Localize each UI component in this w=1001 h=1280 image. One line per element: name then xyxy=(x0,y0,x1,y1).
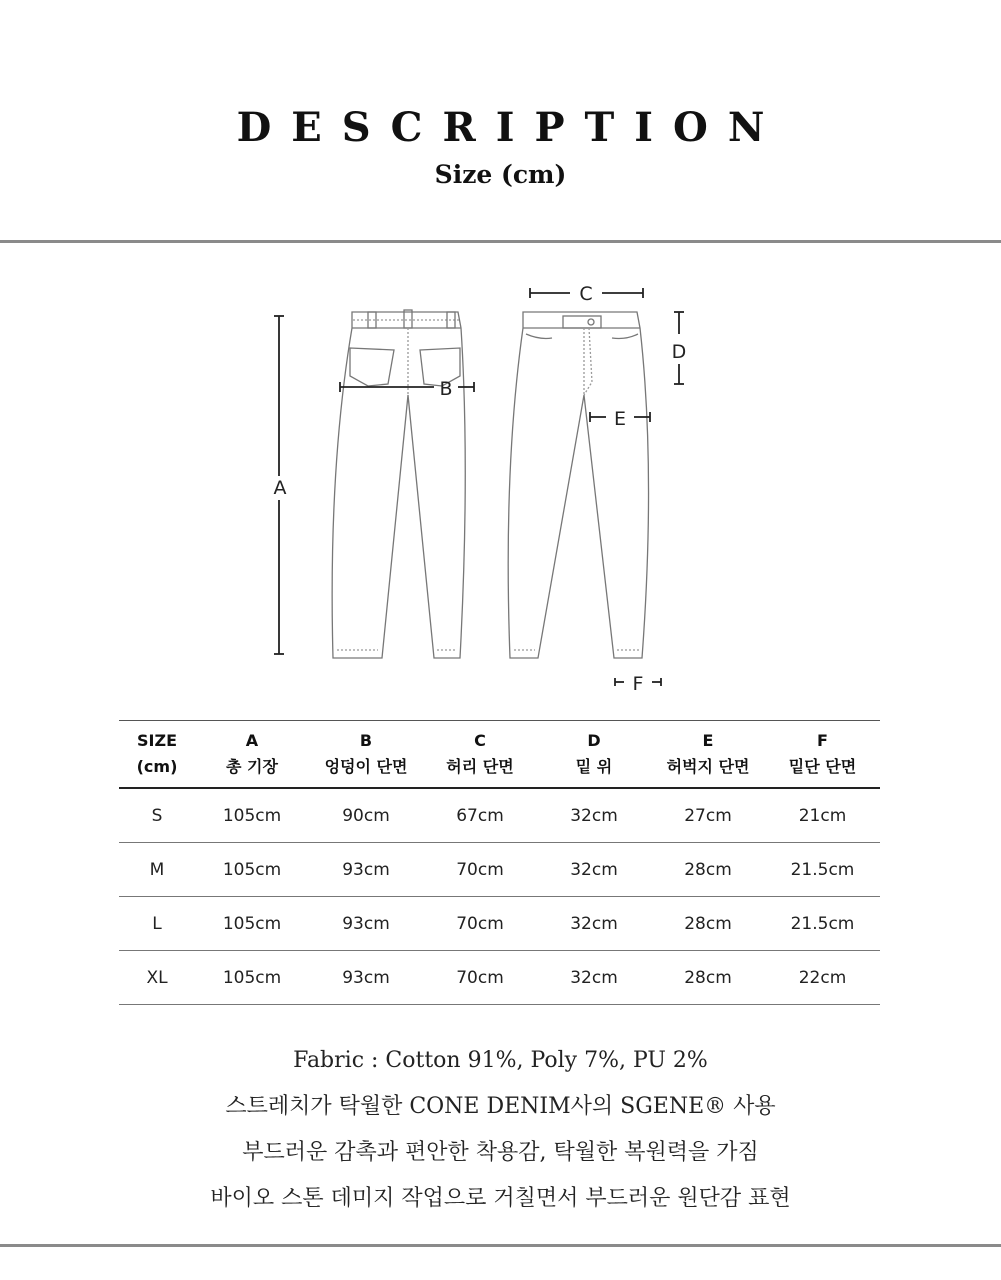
fabric-notes xyxy=(0,1038,1001,1222)
cell-b: 93cm xyxy=(309,843,423,897)
page-title: DESCRIPTION xyxy=(236,104,785,151)
note-stretch: 스트레치가 탁월한 CONE DENIM사의 SGENE® 사용 xyxy=(225,1094,776,1119)
table-row xyxy=(119,951,880,1005)
cell-b: 90cm xyxy=(309,788,423,843)
size-table xyxy=(119,720,880,1005)
cell-a: 105cm xyxy=(195,843,309,897)
bottom-divider xyxy=(0,1244,1001,1247)
cell-d: 32cm xyxy=(537,951,651,1005)
cell-c: 70cm xyxy=(423,951,537,1005)
cell-a: 105cm xyxy=(195,788,309,843)
cell-f: 21cm xyxy=(765,788,880,843)
cell-f: 21.5cm xyxy=(765,897,880,951)
cell-c: 70cm xyxy=(423,843,537,897)
header-size: SIZE (cm) xyxy=(119,721,195,789)
cell-d: 32cm xyxy=(537,843,651,897)
header-e: E 허벅지 단면 xyxy=(651,721,765,789)
cell-size: S xyxy=(119,788,195,843)
table-header-row xyxy=(119,721,880,789)
cell-f: 21.5cm xyxy=(765,843,880,897)
label-c: C xyxy=(579,283,593,305)
note-fabric: Fabric : Cotton 91%, Poly 7%, PU 2% xyxy=(293,1048,708,1073)
label-e: E xyxy=(613,408,627,430)
cell-size: L xyxy=(119,897,195,951)
cell-f: 22cm xyxy=(765,951,880,1005)
cell-c: 67cm xyxy=(423,788,537,843)
note-wash: 바이오 스톤 데미지 작업으로 거칠면서 부드러운 원단감 표현 xyxy=(210,1186,791,1211)
label-b: B xyxy=(439,378,453,400)
cell-b: 93cm xyxy=(309,951,423,1005)
cell-c: 70cm xyxy=(423,897,537,951)
pants-measurement-diagram xyxy=(0,270,1001,700)
label-a: A xyxy=(273,477,287,499)
label-f: F xyxy=(632,673,644,695)
label-d: D xyxy=(671,341,687,363)
cell-size: M xyxy=(119,843,195,897)
table-row xyxy=(119,897,880,951)
page-subtitle: Size (cm) xyxy=(434,160,567,189)
cell-size: XL xyxy=(119,951,195,1005)
cell-b: 93cm xyxy=(309,897,423,951)
top-divider xyxy=(0,240,1001,243)
cell-e: 27cm xyxy=(651,788,765,843)
header-b: B 엉덩이 단면 xyxy=(309,721,423,789)
cell-d: 32cm xyxy=(537,897,651,951)
cell-e: 28cm xyxy=(651,951,765,1005)
cell-a: 105cm xyxy=(195,951,309,1005)
pants-front-view xyxy=(508,312,648,658)
header-f: F 밑단 단면 xyxy=(765,721,880,789)
table-row xyxy=(119,843,880,897)
cell-e: 28cm xyxy=(651,897,765,951)
pants-back-view xyxy=(332,310,465,658)
header-c: C 허리 단면 xyxy=(423,721,537,789)
table-row xyxy=(119,788,880,843)
cell-e: 28cm xyxy=(651,843,765,897)
cell-a: 105cm xyxy=(195,897,309,951)
header-d: D 밑 위 xyxy=(537,721,651,789)
note-comfort: 부드러운 감촉과 편안한 착용감, 탁월한 복원력을 가짐 xyxy=(242,1140,759,1165)
cell-d: 32cm xyxy=(537,788,651,843)
header-a: A 총 기장 xyxy=(195,721,309,789)
